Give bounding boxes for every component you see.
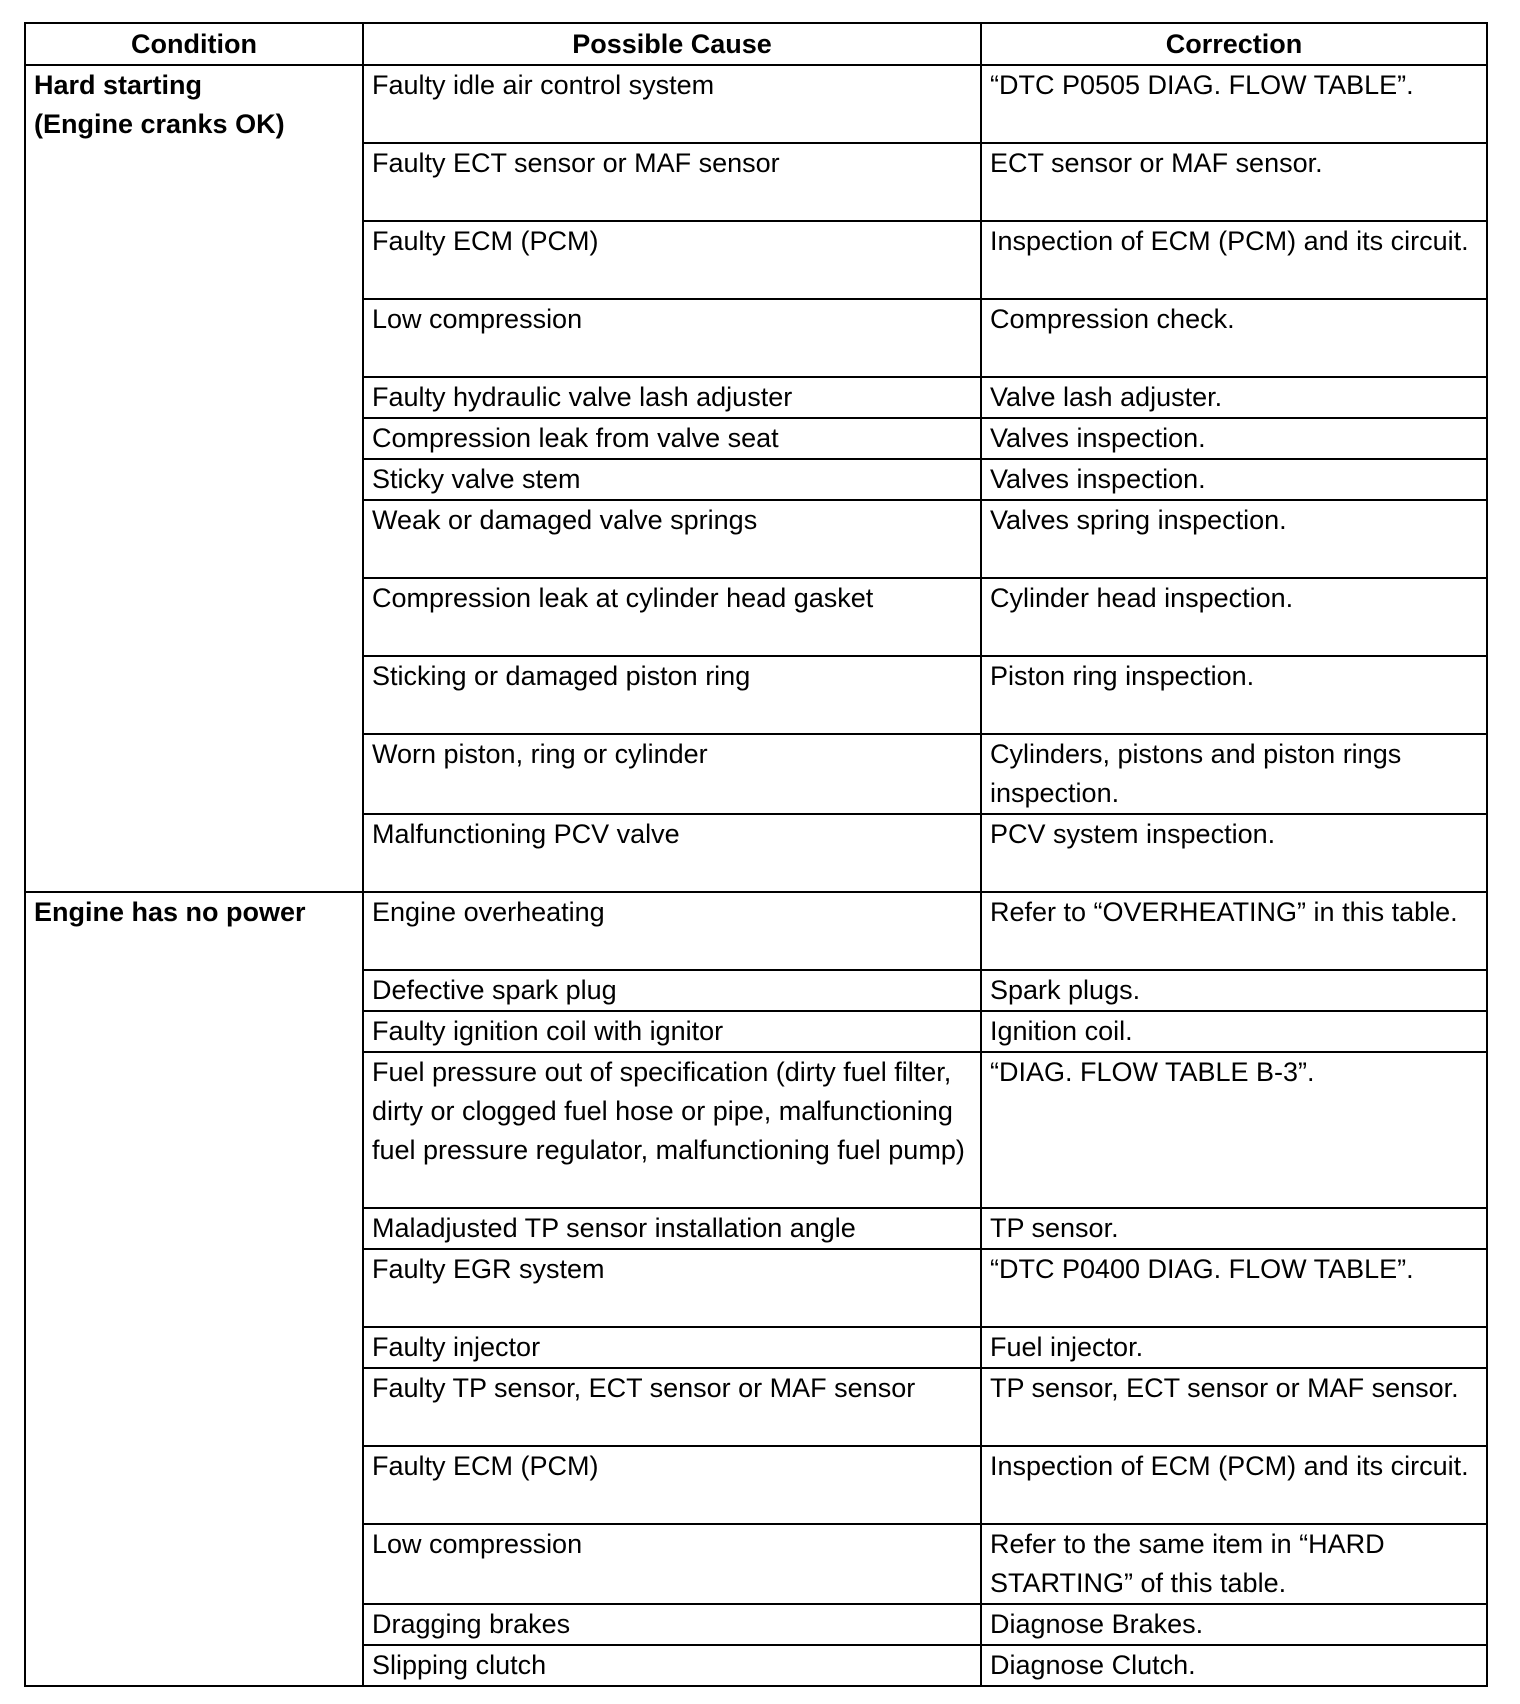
correction-cell: Valves spring inspection. bbox=[981, 500, 1487, 578]
correction-cell: “DIAG. FLOW TABLE B-3”. bbox=[981, 1052, 1487, 1208]
correction-cell: TP sensor, ECT sensor or MAF sensor. bbox=[981, 1368, 1487, 1446]
cause-cell: Compression leak at cylinder head gasket bbox=[363, 578, 981, 656]
condition-engine-no-power bbox=[25, 892, 363, 1686]
cause-cell: Maladjusted TP sensor installation angle bbox=[363, 1208, 981, 1249]
correction-cell: Spark plugs. bbox=[981, 970, 1487, 1011]
cause-cell: Fuel pressure out of specification (dirty fuel filter, dirty or clogged fuel hose or pipe, malfunctioning fuel pressure regulator, malfunctioning fuel pump) bbox=[363, 1052, 981, 1208]
correction-cell: Refer to “OVERHEATING” in this table. bbox=[981, 892, 1487, 970]
cause-cell: Malfunctioning PCV valve bbox=[363, 814, 981, 892]
cause-cell: Slipping clutch bbox=[363, 1645, 981, 1686]
cause-cell: Faulty injector bbox=[363, 1327, 981, 1368]
condition-label: Engine has no power bbox=[34, 897, 306, 927]
cause-cell: Sticking or damaged piston ring bbox=[363, 656, 981, 734]
troubleshooting-table bbox=[24, 22, 1488, 1687]
correction-cell: Valve lash adjuster. bbox=[981, 377, 1487, 418]
cause-cell: Worn piston, ring or cylinder bbox=[363, 734, 981, 814]
table-row bbox=[25, 65, 1487, 143]
cause-cell: Faulty idle air control system bbox=[363, 65, 981, 143]
cause-cell: Low compression bbox=[363, 299, 981, 377]
correction-cell: Valves inspection. bbox=[981, 459, 1487, 500]
correction-cell: PCV system inspection. bbox=[981, 814, 1487, 892]
cause-cell: Faulty ignition coil with ignitor bbox=[363, 1011, 981, 1052]
table-header-row bbox=[25, 23, 1487, 65]
correction-cell: Ignition coil. bbox=[981, 1011, 1487, 1052]
cause-cell: Dragging brakes bbox=[363, 1604, 981, 1645]
condition-label: Hard starting bbox=[34, 70, 203, 100]
table-row bbox=[25, 892, 1487, 970]
correction-cell: Inspection of ECM (PCM) and its circuit. bbox=[981, 221, 1487, 299]
cause-cell: Faulty EGR system bbox=[363, 1249, 981, 1327]
correction-cell: Valves inspection. bbox=[981, 418, 1487, 459]
cause-cell: Weak or damaged valve springs bbox=[363, 500, 981, 578]
correction-cell: Refer to the same item in “HARD STARTING” of this table. bbox=[981, 1524, 1487, 1604]
condition-sublabel: (Engine cranks OK) bbox=[34, 109, 285, 139]
cause-cell: Faulty ECM (PCM) bbox=[363, 221, 981, 299]
header-correction: Correction bbox=[981, 23, 1487, 65]
correction-cell: TP sensor. bbox=[981, 1208, 1487, 1249]
condition-hard-starting bbox=[25, 65, 363, 892]
cause-cell: Faulty ECM (PCM) bbox=[363, 1446, 981, 1524]
correction-cell: “DTC P0400 DIAG. FLOW TABLE”. bbox=[981, 1249, 1487, 1327]
cause-cell: Faulty ECT sensor or MAF sensor bbox=[363, 143, 981, 221]
correction-cell: Inspection of ECM (PCM) and its circuit. bbox=[981, 1446, 1487, 1524]
cause-cell: Compression leak from valve seat bbox=[363, 418, 981, 459]
troubleshooting-document bbox=[24, 22, 1488, 1687]
header-possible-cause: Possible Cause bbox=[363, 23, 981, 65]
correction-cell: ECT sensor or MAF sensor. bbox=[981, 143, 1487, 221]
cause-cell: Faulty TP sensor, ECT sensor or MAF sensor bbox=[363, 1368, 981, 1446]
correction-cell: Cylinders, pistons and piston rings inspection. bbox=[981, 734, 1487, 814]
correction-cell: Cylinder head inspection. bbox=[981, 578, 1487, 656]
cause-cell: Engine overheating bbox=[363, 892, 981, 970]
correction-cell: Diagnose Clutch. bbox=[981, 1645, 1487, 1686]
correction-cell: Compression check. bbox=[981, 299, 1487, 377]
correction-cell: Fuel injector. bbox=[981, 1327, 1487, 1368]
cause-cell: Faulty hydraulic valve lash adjuster bbox=[363, 377, 981, 418]
cause-cell: Sticky valve stem bbox=[363, 459, 981, 500]
correction-cell: Piston ring inspection. bbox=[981, 656, 1487, 734]
correction-cell: “DTC P0505 DIAG. FLOW TABLE”. bbox=[981, 65, 1487, 143]
header-condition: Condition bbox=[25, 23, 363, 65]
cause-cell: Defective spark plug bbox=[363, 970, 981, 1011]
correction-cell: Diagnose Brakes. bbox=[981, 1604, 1487, 1645]
cause-cell: Low compression bbox=[363, 1524, 981, 1604]
